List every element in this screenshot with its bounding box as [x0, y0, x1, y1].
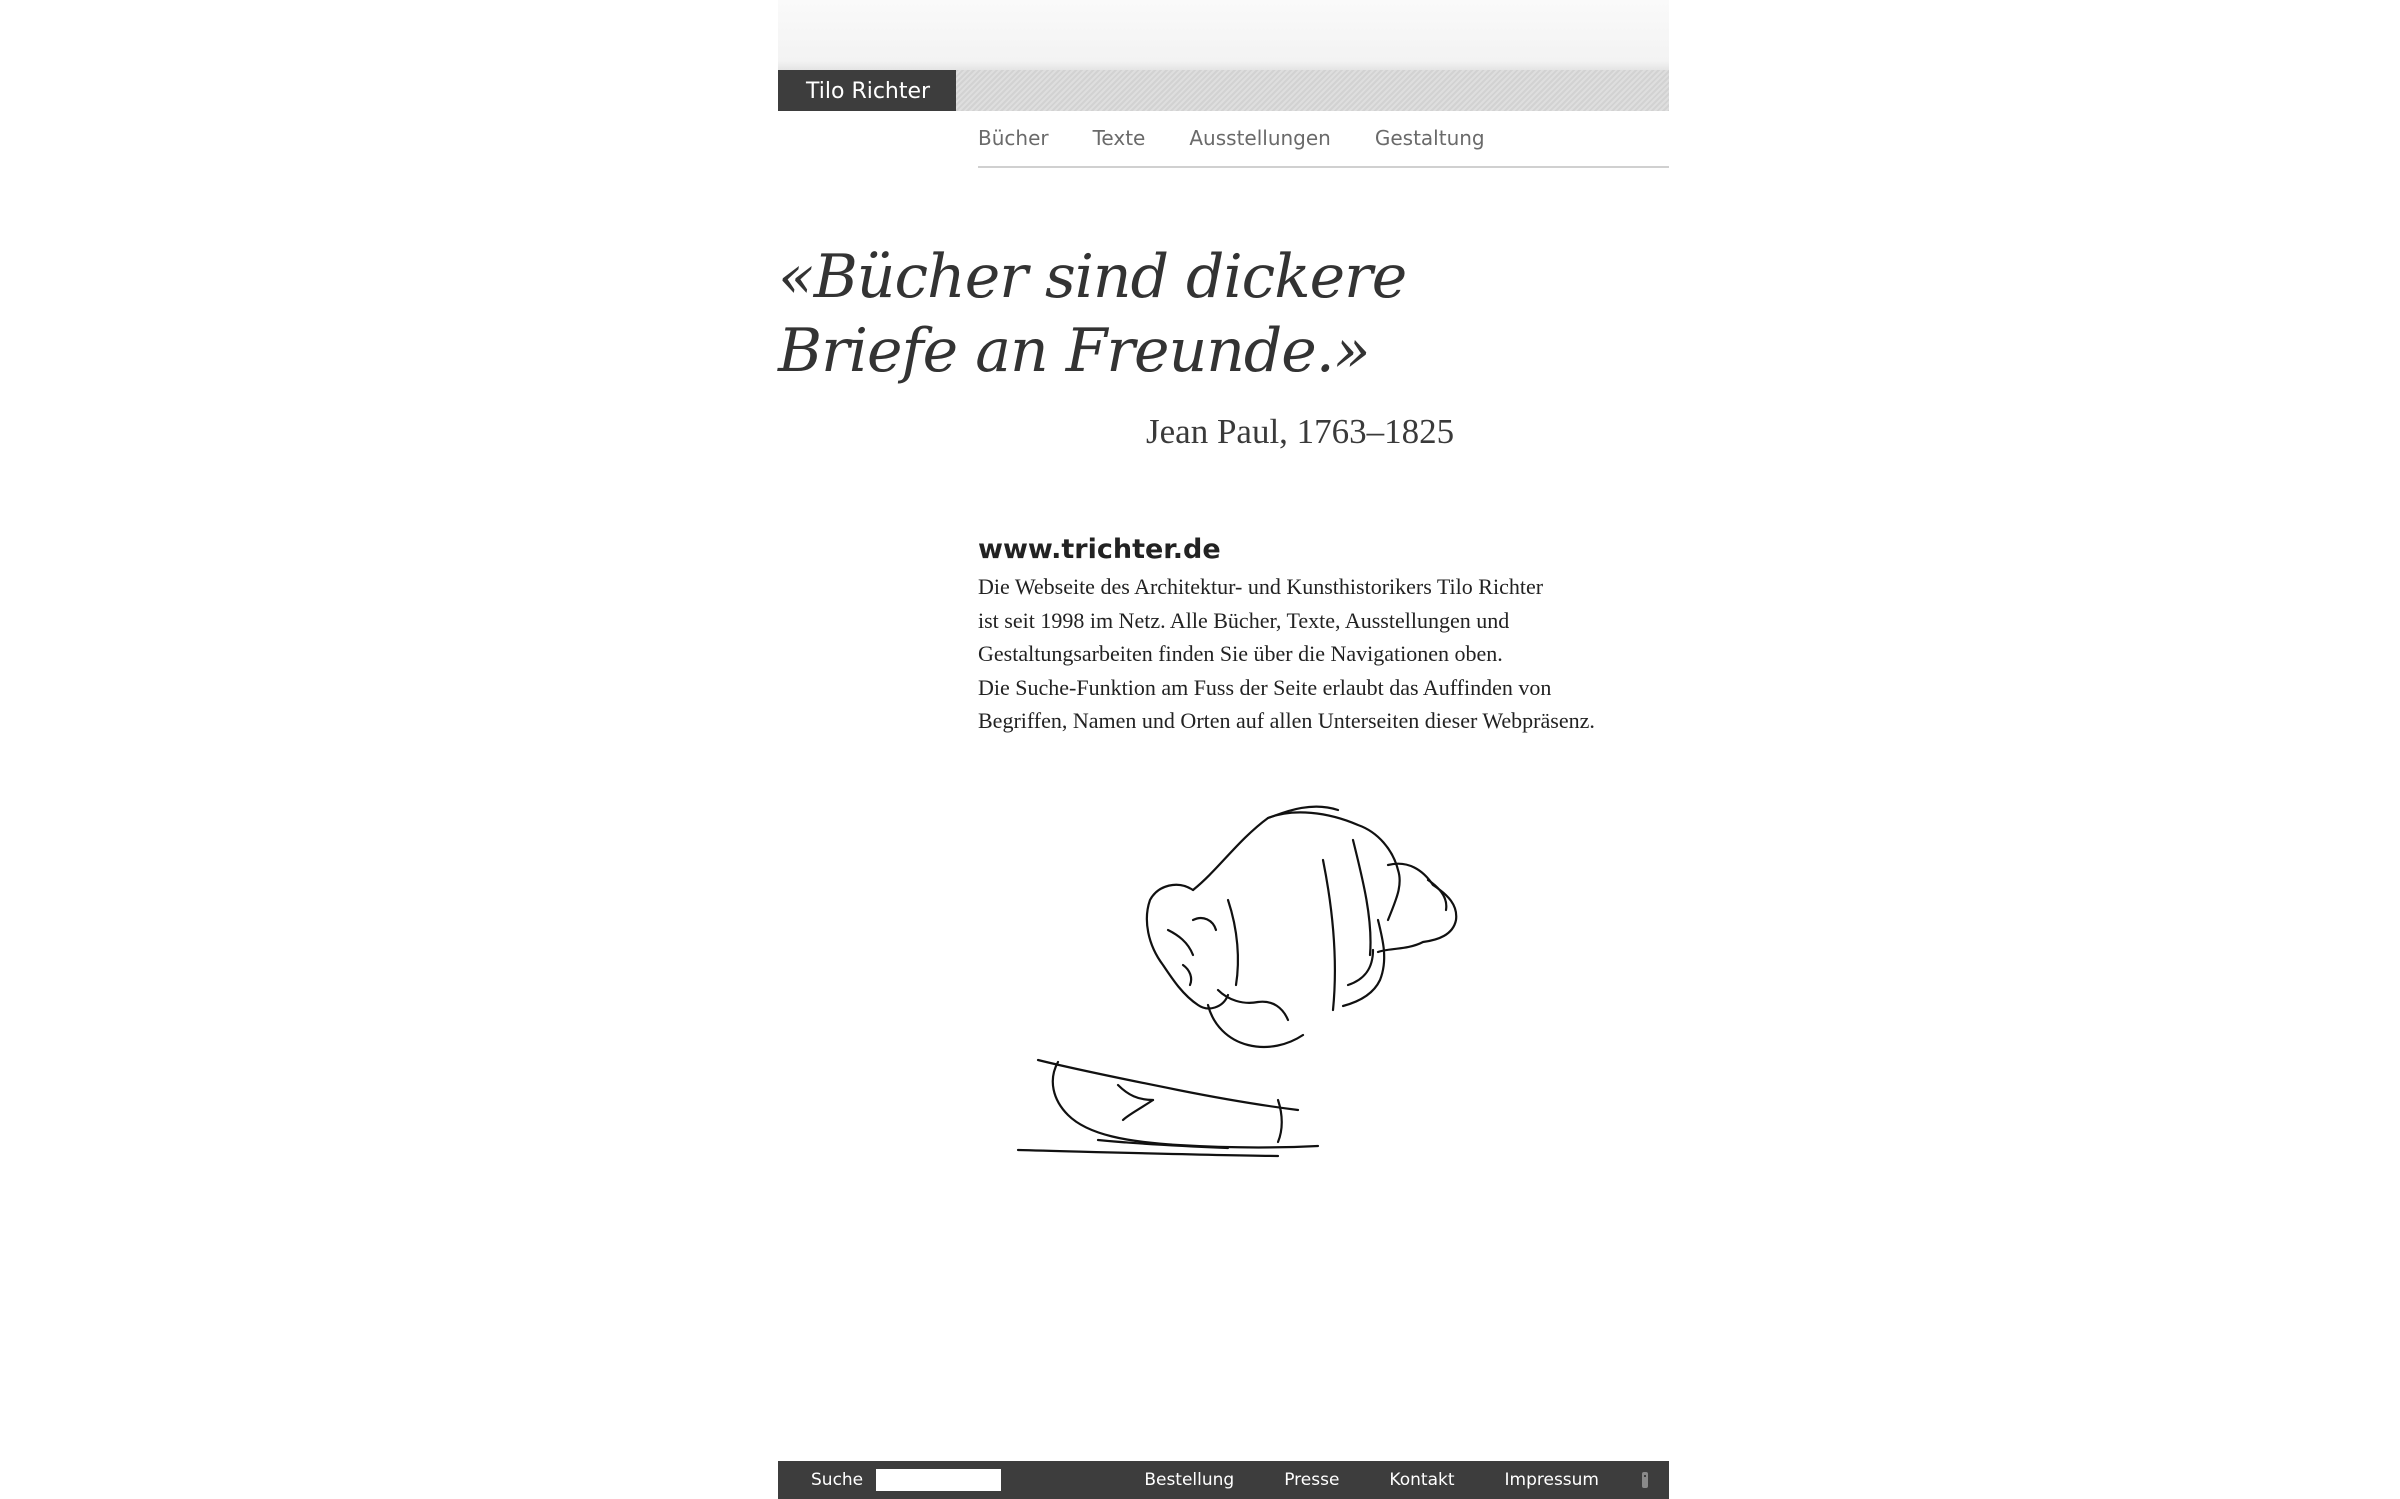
header-stripe — [956, 70, 1669, 111]
footer-link-bestellung[interactable]: Bestellung — [1144, 1470, 1235, 1490]
footer-link-kontakt[interactable]: Kontakt — [1389, 1470, 1455, 1490]
quote — [778, 240, 1669, 388]
nav-item-texte[interactable]: Texte — [1092, 126, 1146, 150]
footer-link-impressum[interactable]: Impressum — [1504, 1470, 1599, 1490]
main-nav — [978, 116, 1669, 168]
footer-links — [1094, 1461, 1599, 1499]
reading-figure-sketch — [978, 770, 1458, 1230]
nav-item-ausstellungen[interactable]: Ausstellungen — [1189, 126, 1331, 150]
e-icon[interactable] — [1639, 1469, 1651, 1491]
nav-item-buecher[interactable]: Bücher — [978, 126, 1049, 150]
intro-section — [978, 530, 1678, 738]
page — [778, 0, 1669, 1499]
search-label: Suche — [811, 1470, 864, 1490]
quote-line-1: «Bücher sind dickere — [778, 242, 1407, 312]
nav-item-gestaltung[interactable]: Gestaltung — [1374, 126, 1485, 150]
quote-attribution: Jean Paul, 1763–1825 — [1146, 412, 1455, 451]
site-title[interactable]: Tilo Richter — [778, 70, 956, 111]
search-input[interactable] — [876, 1469, 1001, 1491]
footer-link-presse[interactable]: Presse — [1284, 1470, 1340, 1490]
quote-line-2: Briefe an Freunde.» — [778, 316, 1370, 386]
intro-text: Die Webseite des Architektur- und Kunsthistorikers Tilo Richter ist seit 1998 im Netz. Alle Bücher, Texte, Ausstellungen und Gestaltungsarbeiten finden Sie über die Navigationen oben. Die Suche-Funktion am Fuss der Seite erlaubt das Auffinden von Begriffen, Namen und Orten auf allen Unterseiten dieser Webpräsenz. — [978, 574, 1595, 733]
intro-heading: www.trichter.de — [978, 534, 1221, 565]
footer-bar — [778, 1461, 1669, 1499]
